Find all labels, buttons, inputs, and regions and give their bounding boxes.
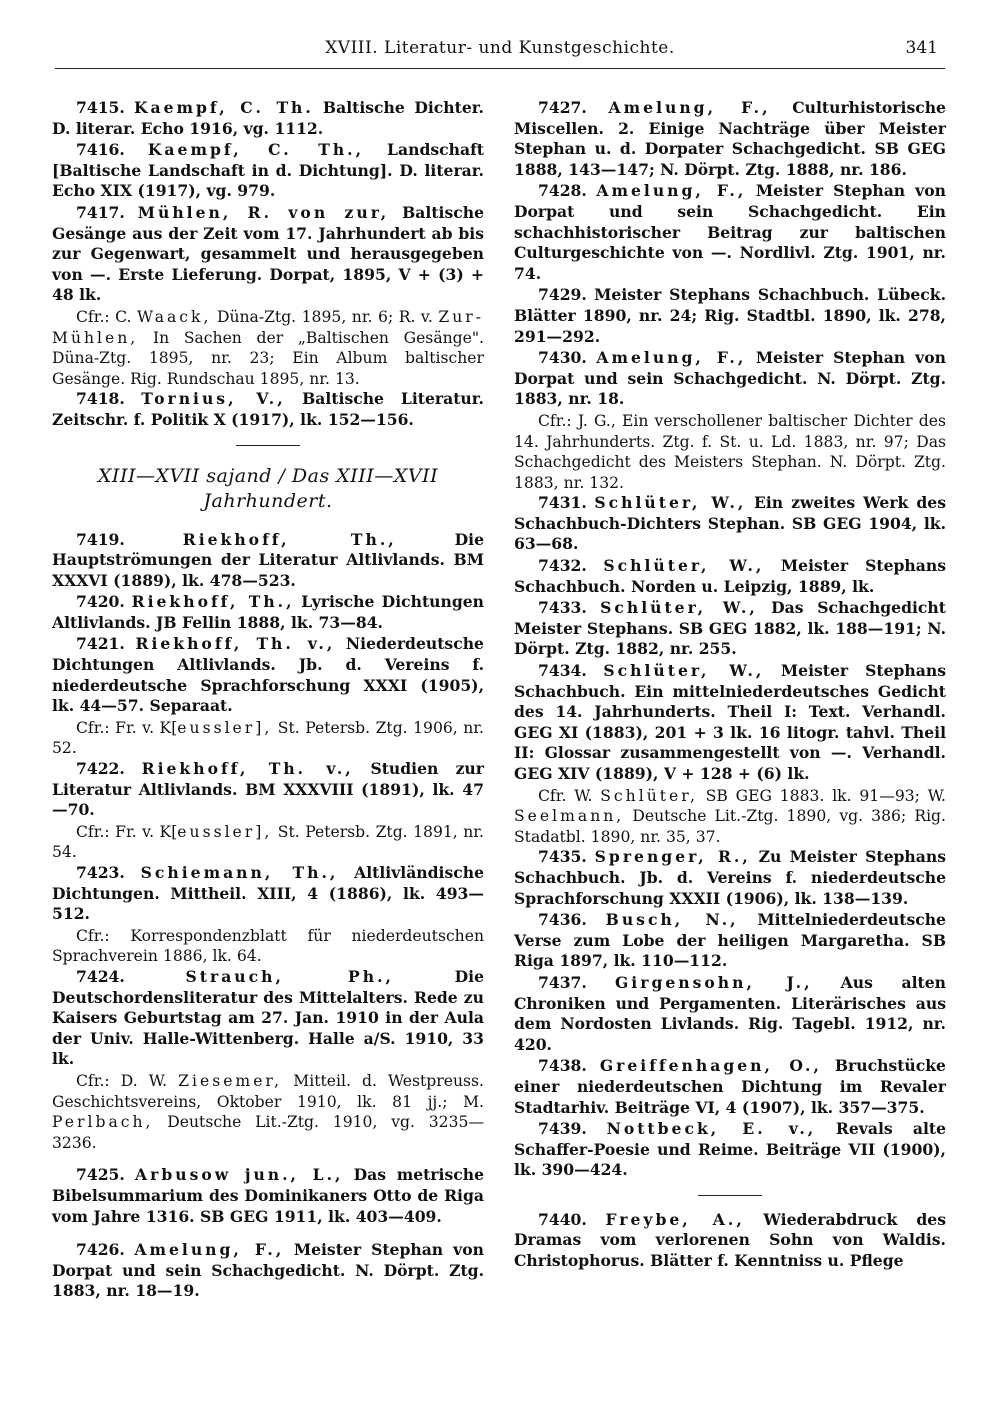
entry-author: Riekhoff, Th. v., [141, 759, 354, 779]
entry-text: Bruchstücke einer niederdeutschen Dichtung im Revaler Stadtarhiv. Beiträge VI, 4 (1907), lk. 357—375. [514, 1056, 946, 1117]
entry-7422 [52, 759, 484, 821]
note-author: Perlbach, [52, 1113, 154, 1132]
note-author: Schlüter, [600, 786, 698, 805]
entry-7426 [52, 1240, 484, 1302]
note-text: Mitteil. d. Westpreuss. Geschichtsvereins, Oktober 1910, lk. 81 jj.; M. [52, 1071, 484, 1111]
entry-number: 7429. [538, 285, 587, 305]
entry-number: 7439. [538, 1119, 587, 1139]
entry-text: Meister Stephan von Dorpat und sein Schachgedicht. N. Dörpt. Ztg. 1883, nr. 18. [514, 348, 946, 409]
entry-7418 [52, 389, 484, 430]
entry-author: Schlüter, W., [603, 661, 765, 681]
entry-number: 7428. [538, 181, 587, 201]
entry-text: Meister Stephan von Dorpat und sein Schachgedicht. N. Dörpt. Ztg. 1883, nr. 18—19. [52, 1240, 484, 1301]
entry-number: 7424. [76, 966, 125, 986]
entry-author: Greiffenhagen, O., [599, 1056, 822, 1076]
entry-7420 [52, 592, 484, 633]
entry-text: Landschaft [Baltische Landschaft in d. Dichtung]. D. literar. Echo XIX (1917), vg. 979. [52, 140, 484, 201]
entry-7419 [52, 530, 484, 592]
entry-author: Amelung, F., [596, 348, 747, 368]
page-header [60, 38, 940, 68]
left-column [52, 98, 484, 1303]
header-rule [55, 68, 945, 69]
entry-text: Meister Stephan von Dorpat und sein Schachgedicht. Ein schachhistorischer Beitrag zur baltischen Culturgeschichte von —. Nordlivl. Ztg. 1901, nr. 74. [514, 181, 946, 283]
entry-7424 [52, 967, 484, 1070]
note-author: eussler], [177, 718, 273, 737]
entry-number: 7426. [76, 1240, 125, 1260]
entry-7427 [514, 98, 946, 180]
entry-text: Die Hauptströmungen der Literatur Altlivlands. BM XXXVI (1889), lk. 478—523. [52, 529, 484, 590]
note-text: Cfr.: D. W. [76, 1071, 168, 1090]
note-author: Waack, [137, 307, 212, 326]
note-7423 [52, 926, 484, 967]
note-text: Cfr. W. [538, 786, 593, 805]
entry-7433 [514, 598, 946, 660]
note-text: Düna-Ztg. 1895, nr. 6; R. v. [216, 307, 433, 326]
entry-text: Niederdeutsche Dichtungen Altlivlands. Jb. d. Vereins f. niederdeutsche Sprachforschung XXXI (1905), lk. 44—57. Separaat. [52, 634, 484, 716]
entry-number: 7425. [76, 1165, 125, 1185]
entry-author: Nottbeck, E. v., [606, 1119, 817, 1139]
entry-number: 7417. [76, 202, 125, 222]
entry-number: 7431. [538, 493, 587, 513]
page-number: 341 [905, 38, 938, 58]
entry-author: Kaempf, C. Th., [147, 140, 365, 160]
entry-text: Revals alte Schaffer-Poesie und Reime. Beiträge VII (1900), lk. 390—424. [514, 1119, 946, 1180]
entry-7435 [514, 847, 946, 909]
note-text: Cfr.: Korrespondenzblatt für niederdeutschen Sprachverein 1886, lk. 64. [52, 926, 484, 966]
entry-author: Schlüter, W., [603, 556, 765, 576]
note-text: Cfr.: C. [76, 307, 132, 326]
note-7422 [52, 822, 484, 863]
entry-7438 [514, 1056, 946, 1118]
section-divider [236, 445, 300, 446]
entry-7432 [514, 556, 946, 597]
right-column [514, 98, 946, 1273]
entry-text: Lyrische Dichtungen Altlivlands. JB Fellin 1888, lk. 73—84. [52, 592, 484, 632]
entry-author: Arbusow jun., L., [135, 1165, 344, 1185]
note-7434 [514, 786, 946, 848]
entry-number: 7419. [76, 529, 125, 549]
entry-text: Baltische Dichter. D. literar. Echo 1916, vg. 1112. [52, 98, 484, 138]
entry-number: 7422. [76, 759, 125, 779]
note-author: Ziesemer, [178, 1071, 283, 1090]
entry-7436 [514, 910, 946, 972]
entry-author: Mühlen, R. von zur, [137, 202, 390, 222]
entry-text: Das metrische Bibelsummarium des Dominikaners Otto de Riga vom Jahre 1316. SB GEG 1911, lk. 403—409. [52, 1165, 484, 1226]
note-7421 [52, 718, 484, 759]
entry-text: Die Deutschordensliteratur des Mittelalters. Rede zu Kaisers Geburtstag am 27. Jan. 1910 in der Aula der Univ. Halle-Wittenberg. Halle a/S. 1910, 33 lk. [52, 966, 484, 1069]
note-text: St. Petersb. Ztg. 1906, nr. 52. [52, 718, 484, 758]
entry-number: 7427. [538, 98, 587, 117]
entry-number: 7433. [538, 598, 587, 618]
entry-text: Meister Stephans Schachbuch. Lübeck. Blätter 1890, nr. 24; Rig. Stadtbl. 1890, lk. 278, 291—292. [514, 285, 946, 346]
entry-7437 [514, 973, 946, 1055]
entry-7417 [52, 203, 484, 306]
entry-number: 7430. [538, 348, 587, 368]
entry-text: Ein zweites Werk des Schachbuch-Dichters Stephan. SB GEG 1904, lk. 63—68. [514, 493, 946, 554]
entry-number: 7440. [538, 1209, 587, 1229]
entry-number: 7436. [538, 910, 587, 930]
entry-author: Amelung, F., [596, 181, 747, 201]
entry-author: Strauch, Ph., [185, 966, 394, 986]
entry-author: Amelung, F., [134, 1240, 285, 1260]
entry-author: Tornius, V., [141, 389, 286, 409]
note-7417 [52, 307, 484, 389]
entry-number: 7418. [76, 389, 125, 409]
entry-author: Freybe, A., [605, 1209, 745, 1229]
entry-text: Baltische Gesänge aus der Zeit vom 17. Jahrhundert ab bis zur Gegenwart, gesammelt und herausgegeben von —. Erste Lieferung. Dorpat, 1895, V + (3) + 48 lk. [52, 202, 484, 305]
note-text: SB GEG 1883. lk. 91—93; W. [705, 786, 946, 805]
entry-author: Schlüter, W., [594, 493, 747, 513]
entry-author: Riekhoff, Th. v., [135, 634, 336, 654]
entry-number: 7421. [76, 634, 125, 654]
entry-7429 [514, 285, 946, 347]
entry-number: 7423. [76, 863, 125, 882]
entry-number: 7415. [76, 98, 125, 117]
entry-text: Aus alten Chroniken und Pergamenten. Literärisches aus dem Nordosten Livlands. Rig. Tagebl. 1912, nr. 420. [514, 972, 946, 1054]
note-7430 [514, 411, 946, 493]
entry-author: Schlüter, W., [600, 598, 758, 618]
entry-7434 [514, 661, 946, 785]
section-heading-line: XIII—XVII sajand / Das XIII—XVII [97, 464, 439, 487]
entry-text: Meister Stephans Schachbuch. Norden u. Leipzig, 1889, lk. [514, 556, 946, 596]
note-author: Seelmann, [514, 807, 625, 826]
entry-number: 7438. [538, 1056, 587, 1076]
entry-text: Baltische Literatur. Zeitschr. f. Politik X (1917), lk. 152—156. [52, 389, 484, 429]
entry-7439 [514, 1119, 946, 1181]
entry-number: 7420. [76, 592, 125, 612]
note-7424 [52, 1071, 484, 1153]
entry-number: 7416. [76, 140, 125, 160]
entry-author: Girgensohn, J., [614, 972, 813, 992]
entry-text: Zu Meister Stephans Schachbuch. Jb. d. Vereins f. niederdeutsche Sprachforschung XXXII (1906), lk. 138—139. [514, 847, 946, 908]
entry-7430 [514, 348, 946, 410]
running-title: XVIII. Literatur- und Kunstgeschichte. [325, 38, 675, 58]
spacer [52, 1153, 484, 1165]
entry-text: Altlivländische Dichtungen. Mittheil. XIII, 4 (1886), lk. 493—512. [52, 863, 484, 924]
note-text: Deutsche Lit.-Ztg. 1890, vg. 386; Rig. Stadatbl. 1890, nr. 35, 37. [514, 807, 946, 846]
entry-author: Riekhoff, Th., [131, 592, 295, 612]
entry-text: Meister Stephans Schachbuch. Ein mittelniederdeutsches Gedicht des 14. Jahrhunderts. Theil I: Text. Verhandl. GEG XI (1883), 201 + 3 lk. 16 litogr. tahvl. Theil II: Glossar zusammengestellt von —. Verhandl. GEG XIV (1889), V + 128 + (6) lk. [514, 661, 946, 783]
entry-7425 [52, 1165, 484, 1227]
entry-author: Riekhoff, Th., [182, 529, 397, 549]
entry-number: 7435. [538, 847, 587, 867]
entry-text: Studien zur Literatur Altlivlands. BM XXXVIII (1891), lk. 47—70. [52, 759, 484, 820]
entry-7416 [52, 140, 484, 202]
note-text: Cfr.: Fr. v. K[ [76, 822, 178, 841]
entry-text: Mittelniederdeutsche Verse zum Lobe der heiligen Margaretha. SB Riga 1897, lk. 110—112. [514, 910, 946, 971]
section-heading-line: Jahrhundert. [203, 489, 333, 512]
entry-number: 7434. [538, 661, 587, 681]
entry-text: Das Schachgedicht Meister Stephans. SB GEG 1882, lk. 188—191; N. Dörpt. Ztg. 1882, nr. 255. [514, 598, 946, 659]
note-text: St. Petersb. Ztg. 1891, nr. 54. [52, 822, 484, 862]
note-text: In Sachen der „Baltischen Gesänge". Düna-Ztg. 1895, nr. 23; Ein Album baltischer Gesänge. Rig. Rundschau 1895, nr. 13. [52, 328, 484, 388]
spacer [52, 1228, 484, 1240]
entry-7431 [514, 493, 946, 555]
entry-number: 7432. [538, 556, 587, 576]
entry-author: Sprenger, R., [594, 847, 751, 867]
entry-7428 [514, 181, 946, 284]
entry-7415 [52, 98, 484, 139]
note-author: Zur-Mühlen, [52, 307, 484, 347]
entry-text: Culturhistorische Miscellen. 2. Einige Nachträge über Meister Stephan u. d. Dorpater Schachgedicht. SB GEG 1888, 143—147; N. Dörpt. Ztg. 1888, nr. 186. [514, 98, 946, 179]
entry-7421 [52, 634, 484, 716]
entry-author: Schiemann, Th., [140, 863, 339, 882]
entry-author: Amelung, F., [608, 98, 771, 117]
note-text: Cfr.: J. G., Ein verschollener baltischer Dichter des 14. Jahrhunderts. Ztg. f. St. u. Ld. 1883, nr. 97; Das Schachgedicht des Meisters Stephan. N. Dörpt. Ztg. 1883, nr. 132. [514, 411, 946, 492]
entry-author: Busch, N., [605, 910, 739, 930]
note-text: Deutsche Lit.-Ztg. 1910, vg. 3235—3236. [52, 1113, 484, 1152]
entry-number: 7437. [538, 972, 587, 992]
entry-7423 [52, 863, 484, 925]
entry-author: Kaempf, C. Th. [133, 98, 314, 117]
note-author: eussler], [177, 822, 273, 841]
section-divider [698, 1195, 762, 1196]
note-text: Cfr.: Fr. v. K[ [76, 718, 178, 737]
section-heading [52, 464, 484, 514]
entry-7440 [514, 1210, 946, 1272]
entry-text: Wiederabdruck des Dramas vom verlorenen Sohn von Waldis. Christophorus. Blätter f. Kenntniss u. Pflege [514, 1209, 946, 1271]
